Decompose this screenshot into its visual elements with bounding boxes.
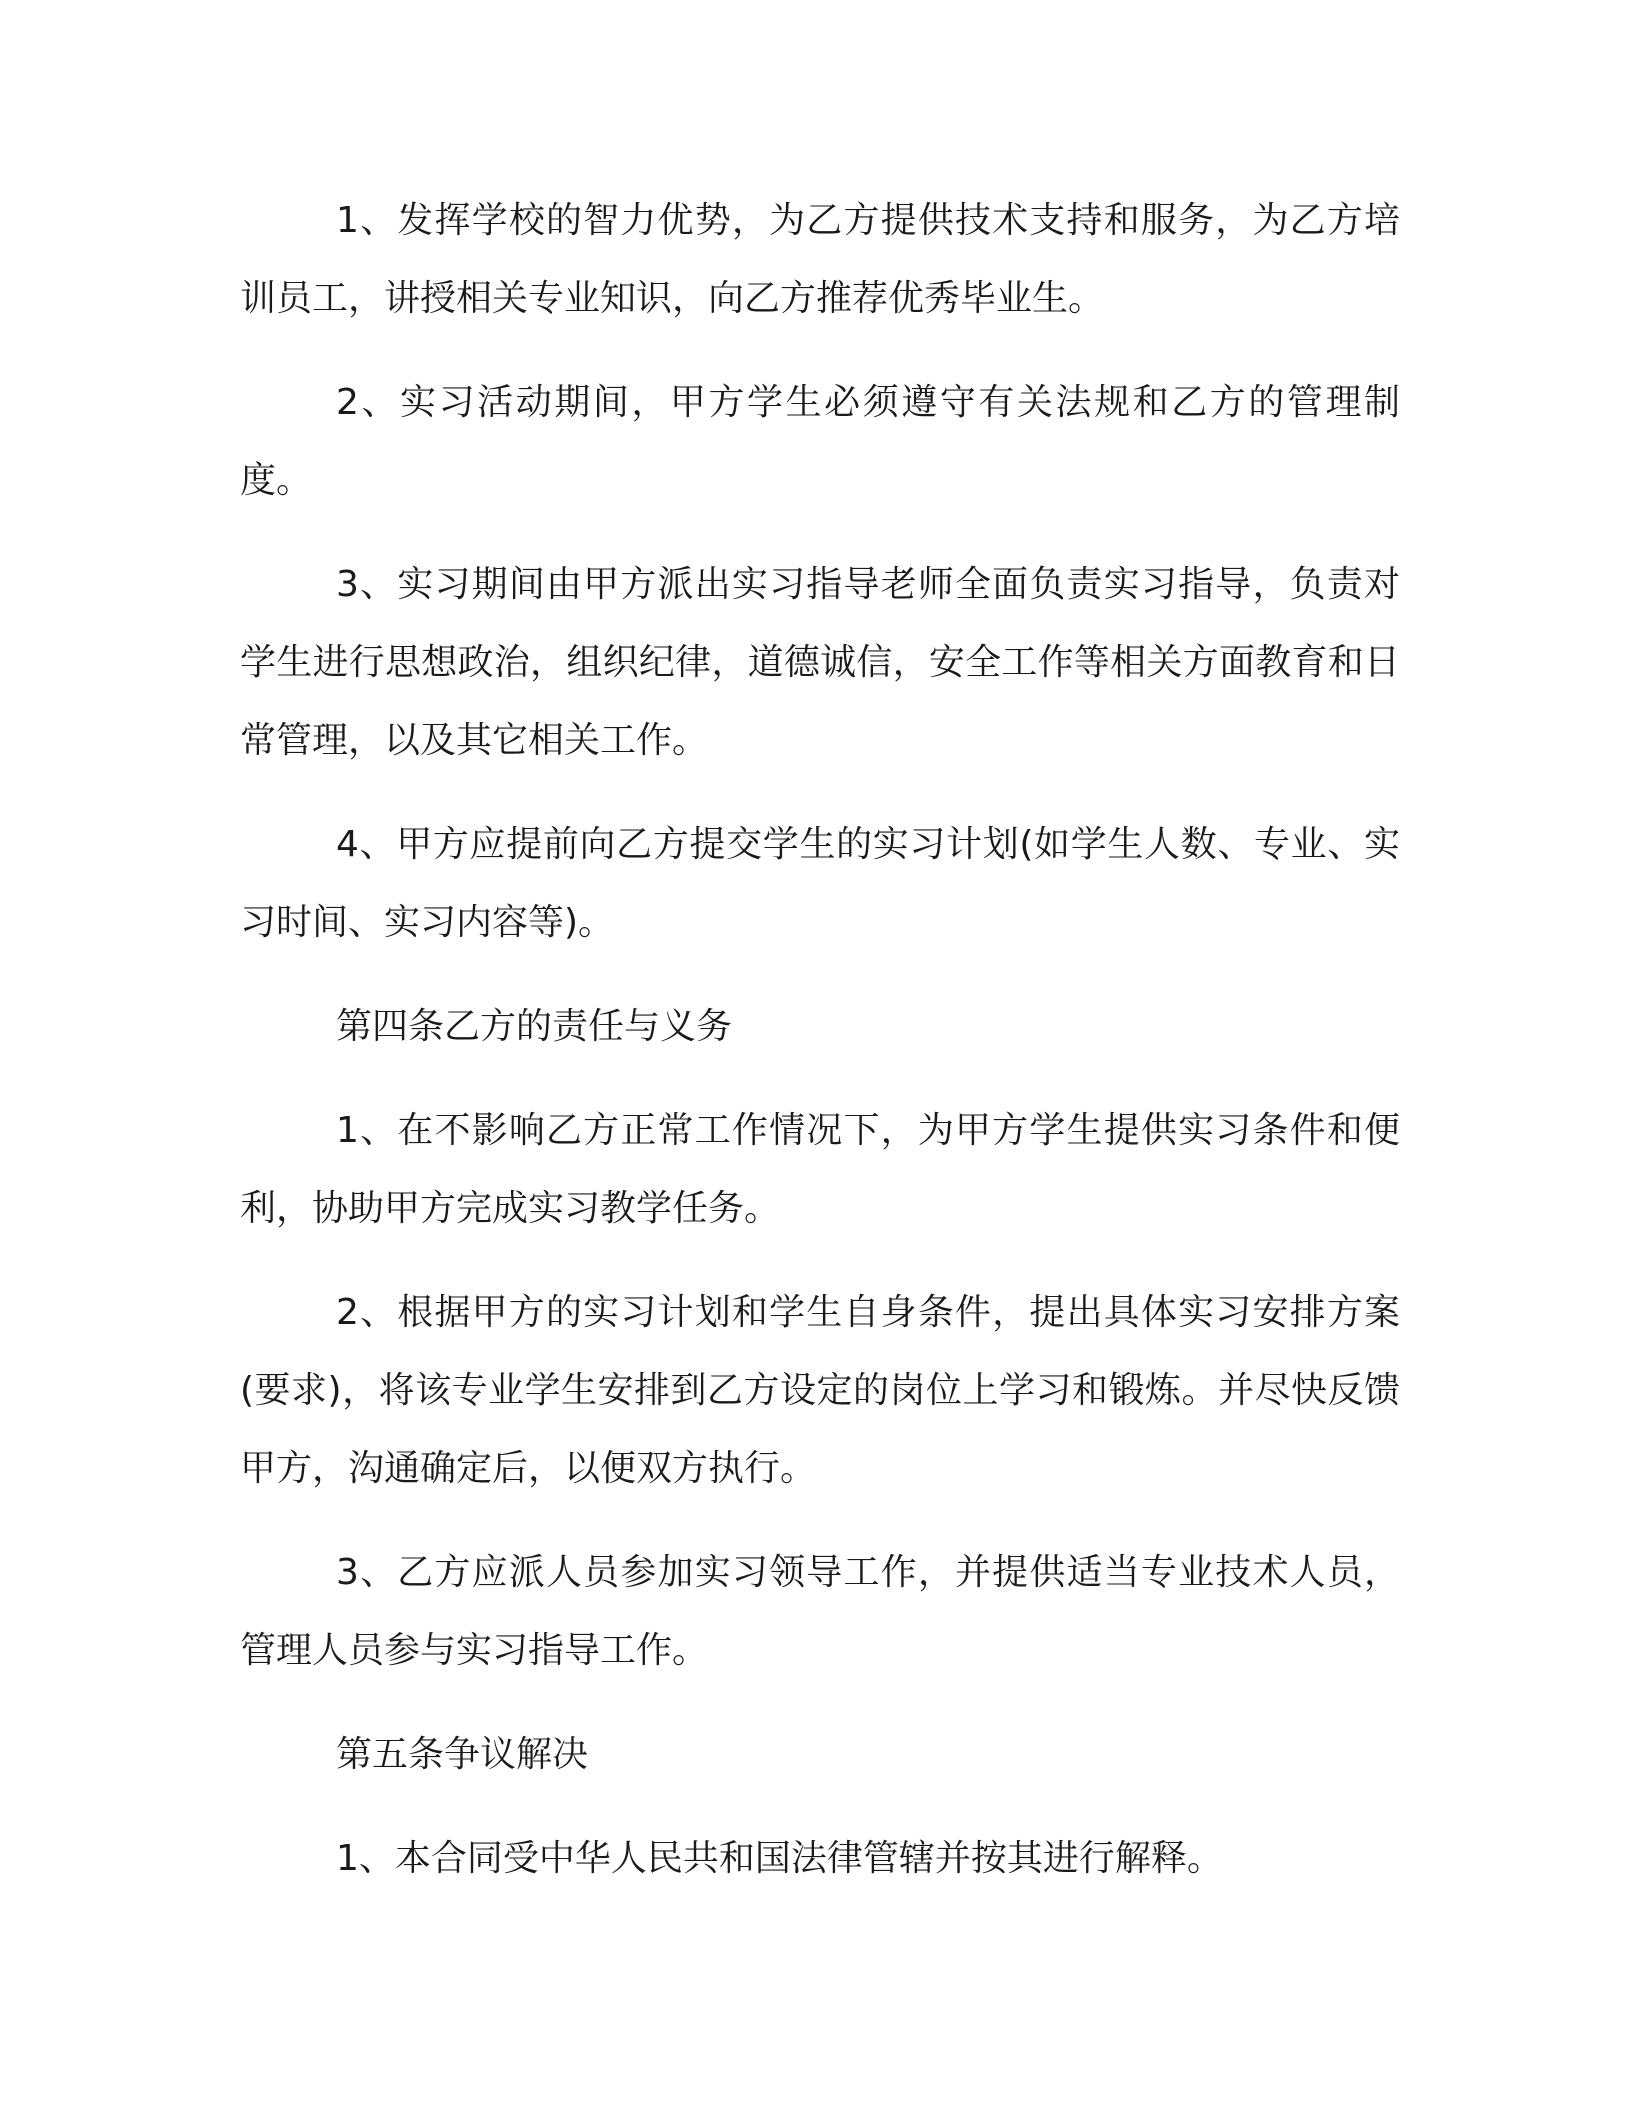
clause-paragraph: 2、实习活动期间，甲方学生必须遵守有关法规和乙方的管理制度。 <box>240 382 1400 501</box>
clause-paragraph: 3、实习期间由甲方派出实习指导老师全面负责实习指导，负责对学生进行思想政治，组织纪律，道德诚信，安全工作等相关方面教育和日常管理，以及其它相关工作。 <box>240 564 1400 761</box>
clause-paragraph: 2、根据甲方的实习计划和学生自身条件，提出具体实习安排方案(要求)，将该专业学生安排到乙方设定的岗位上学习和锻炼。并尽快反馈甲方，沟通确定后，以便双方执行。 <box>240 1292 1400 1489</box>
section-heading: 第四条乙方的责任与义务 <box>336 1006 733 1047</box>
clause-paragraph: 1、发挥学校的智力优势，为乙方提供技术支持和服务，为乙方培训员工，讲授相关专业知识，向乙方推荐优秀毕业生。 <box>240 200 1400 319</box>
document-body <box>240 182 1400 1924</box>
clause-paragraph: 1、本合同受中华人民共和国法律管辖并按其进行解释。 <box>336 1838 1223 1879</box>
clause-paragraph: 4、甲方应提前向乙方提交学生的实习计划(如学生人数、专业、实习时间、实习内容等)。 <box>240 824 1400 943</box>
section-heading: 第五条争议解决 <box>336 1734 589 1775</box>
clause-paragraph: 1、在不影响乙方正常工作情况下，为甲方学生提供实习条件和便利，协助甲方完成实习教学任务。 <box>240 1110 1400 1229</box>
clause-paragraph: 3、乙方应派人员参加实习领导工作，并提供适当专业技术人员，管理人员参与实习指导工作。 <box>240 1552 1400 1671</box>
